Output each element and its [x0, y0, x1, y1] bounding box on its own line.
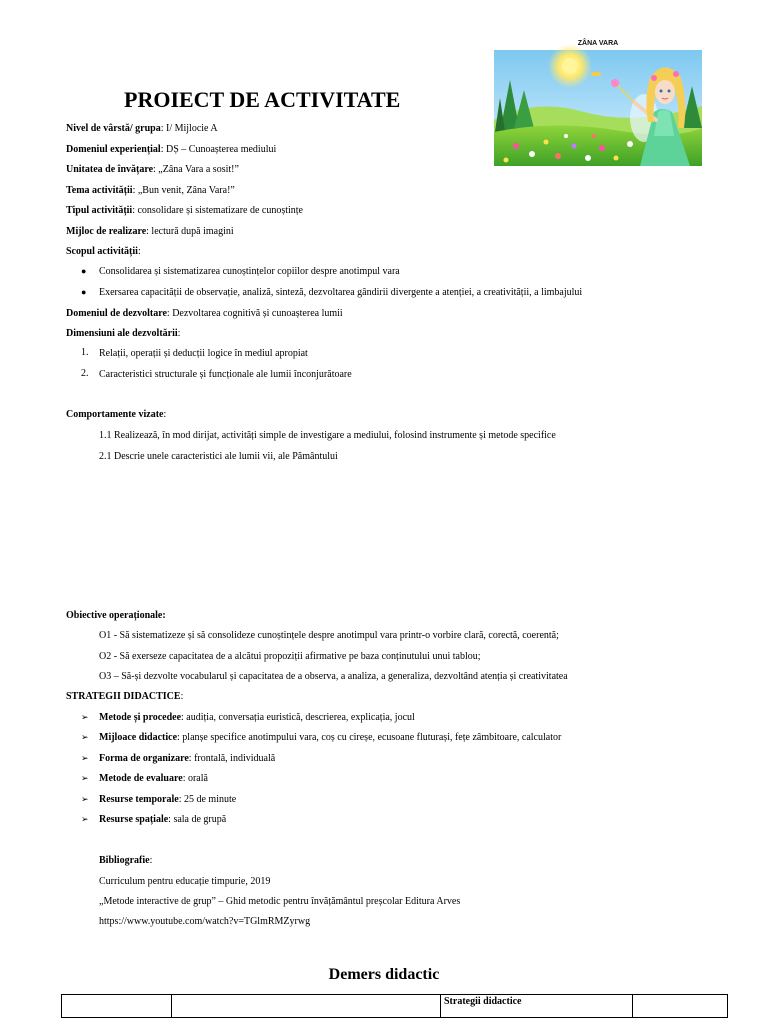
- field-value: : lectură după imagini: [146, 226, 234, 237]
- strategy-label: Forma de organizare: [99, 753, 189, 764]
- field-tipul: [66, 204, 303, 217]
- field-dimensiuni: [66, 327, 180, 340]
- list-number: 1.: [81, 347, 89, 358]
- arrow-bullet-icon: ➢: [81, 814, 89, 824]
- strategy-label: Metode și procedee: [99, 712, 182, 723]
- strategy-item: [99, 772, 208, 785]
- field-mijloc: [66, 225, 234, 238]
- demers-table: [61, 994, 728, 1018]
- field-label: Comportamente vizate: [66, 409, 164, 420]
- field-label: STRATEGII DIDACTICE: [66, 691, 181, 702]
- bullet-icon: ●: [81, 287, 87, 297]
- field-value: :: [177, 328, 181, 339]
- strategy-value: : frontală, individuală: [188, 753, 276, 764]
- arrow-bullet-icon: ➢: [81, 773, 89, 783]
- strategy-value: : orală: [182, 773, 208, 784]
- list-item: Caracteristici structurale și funcționale ale lumii înconjurătoare: [99, 369, 352, 380]
- strategy-label: Resurse temporale: [99, 794, 179, 805]
- field-value: : DȘ – Cunoașterea mediului: [160, 144, 277, 155]
- field-domeniul-dezvoltare: [66, 307, 343, 320]
- field-label: Mijloc de realizare: [66, 226, 147, 237]
- table-cell: [62, 995, 172, 1018]
- strategy-item: [99, 752, 275, 765]
- list-item: Relații, operații și deducții logice în mediul apropiat: [99, 348, 308, 359]
- arrow-bullet-icon: ➢: [81, 712, 89, 722]
- list-item: Exersarea capacității de observație, analiză, sinteză, dezvoltarea gândirii divergente a atenției, a creativității, a limbajului: [99, 287, 583, 298]
- strategy-label: Mijloace didactice: [99, 732, 178, 743]
- demers-title: Demers didactic: [328, 966, 440, 983]
- list-number: 2.: [81, 368, 89, 379]
- strategy-item: [99, 711, 415, 724]
- strategy-value: : planșe specifice anotimpului vara, coș cu cireșe, ecusoane fluturași, fețe zâmbitoare, calculator: [177, 732, 562, 743]
- bibliografie-heading: [99, 854, 152, 867]
- field-value: :: [149, 855, 153, 866]
- strategy-item: [99, 793, 236, 806]
- field-value: :: [180, 691, 184, 702]
- arrow-bullet-icon: ➢: [81, 732, 89, 742]
- field-value: : I/ Mijlocie A: [160, 123, 218, 134]
- list-item: 1.1 Realizează, în mod dirijat, activități simple de investigare a mediului, folosind instrumente și metode specifice: [99, 430, 556, 441]
- field-unitatea: [66, 163, 239, 176]
- field-label: Nivel de vârstă/ grupa: [66, 123, 161, 134]
- field-label: Scopul activității: [66, 246, 138, 257]
- field-label: Tipul activității: [66, 205, 133, 216]
- field-label: Tema activității: [66, 185, 133, 196]
- bullet-icon: ●: [81, 266, 87, 276]
- list-item: O3 – Să-și dezvolte vocabularul și capacitatea de a observa, a analiza, a generaliza, dezvoltând atenția și creativitatea: [99, 671, 568, 682]
- list-item: Consolidarea și sistematizarea cunoștințelor copiilor despre anotimpul vara: [99, 266, 400, 277]
- field-obiective: [66, 609, 166, 622]
- field-label: Dimensiuni ale dezvoltării: [66, 328, 178, 339]
- field-value: : consolidare și sistematizare de cunoștințe: [132, 205, 303, 216]
- table-header-strategii: Strategii didactice: [441, 995, 633, 1018]
- table-cell: [633, 995, 728, 1018]
- field-value: :: [137, 246, 141, 257]
- field-value: : „Zâna Vara a sosit!”: [153, 164, 239, 175]
- page-title: PROIECT DE ACTIVITATE: [124, 87, 401, 112]
- list-item: O1 - Să sistematizeze și să consolideze cunoștințele despre anotimpul vara printr-o vorbire clară, corectă, coerentă;: [99, 630, 559, 641]
- illustration-caption: ZÂNA VARA: [577, 40, 619, 47]
- strategy-item: [99, 813, 226, 826]
- bibliography-item: „Metode interactive de grup” – Ghid metodic pentru învățământul preșcolar Editura Arves: [99, 896, 461, 907]
- field-label: Domeniul experiențial: [66, 144, 161, 155]
- arrow-bullet-icon: ➢: [81, 753, 89, 763]
- field-domeniul: [66, 143, 276, 156]
- field-comportamente: [66, 408, 166, 421]
- field-value: : „Bun venit, Zâna Vara!”: [132, 185, 235, 196]
- field-scopul: [66, 245, 141, 258]
- field-tema: [66, 184, 235, 197]
- bibliography-item: Curriculum pentru educație timpurie, 2019: [99, 876, 271, 887]
- list-item: O2 - Să exerseze capacitatea de a alcătui propoziții afirmative pe baza conținutului unui tablou;: [99, 651, 481, 662]
- field-label: Domeniul de dezvoltare: [66, 308, 167, 319]
- table-row: [62, 995, 728, 1018]
- field-nivel: [66, 122, 218, 135]
- field-value: :: [163, 409, 167, 420]
- field-value: : Dezvoltarea cognitivă și cunoașterea lumii: [166, 308, 343, 319]
- field-label: Unitatea de învățare: [66, 164, 154, 175]
- strategy-item: [99, 731, 561, 744]
- strategy-value: : sala de grupă: [168, 814, 227, 825]
- summer-fairy-illustration: [494, 28, 702, 166]
- list-item: 2.1 Descrie unele caracteristici ale lumii vii, ale Pământului: [99, 451, 338, 462]
- field-label: Obiective operaționale:: [66, 610, 166, 621]
- strategy-value: : audiția, conversația euristică, descrierea, explicația, jocul: [181, 712, 415, 723]
- bibliography-link[interactable]: https://www.youtube.com/watch?v=TGlmRMZyrwg: [99, 916, 311, 927]
- table-cell: [172, 995, 441, 1018]
- field-label: Bibliografie: [99, 855, 150, 866]
- strategy-label: Resurse spațiale: [99, 814, 169, 825]
- strategy-label: Metode de evaluare: [99, 773, 183, 784]
- arrow-bullet-icon: ➢: [81, 794, 89, 804]
- field-strategii: [66, 690, 183, 703]
- strategy-value: : 25 de minute: [178, 794, 237, 805]
